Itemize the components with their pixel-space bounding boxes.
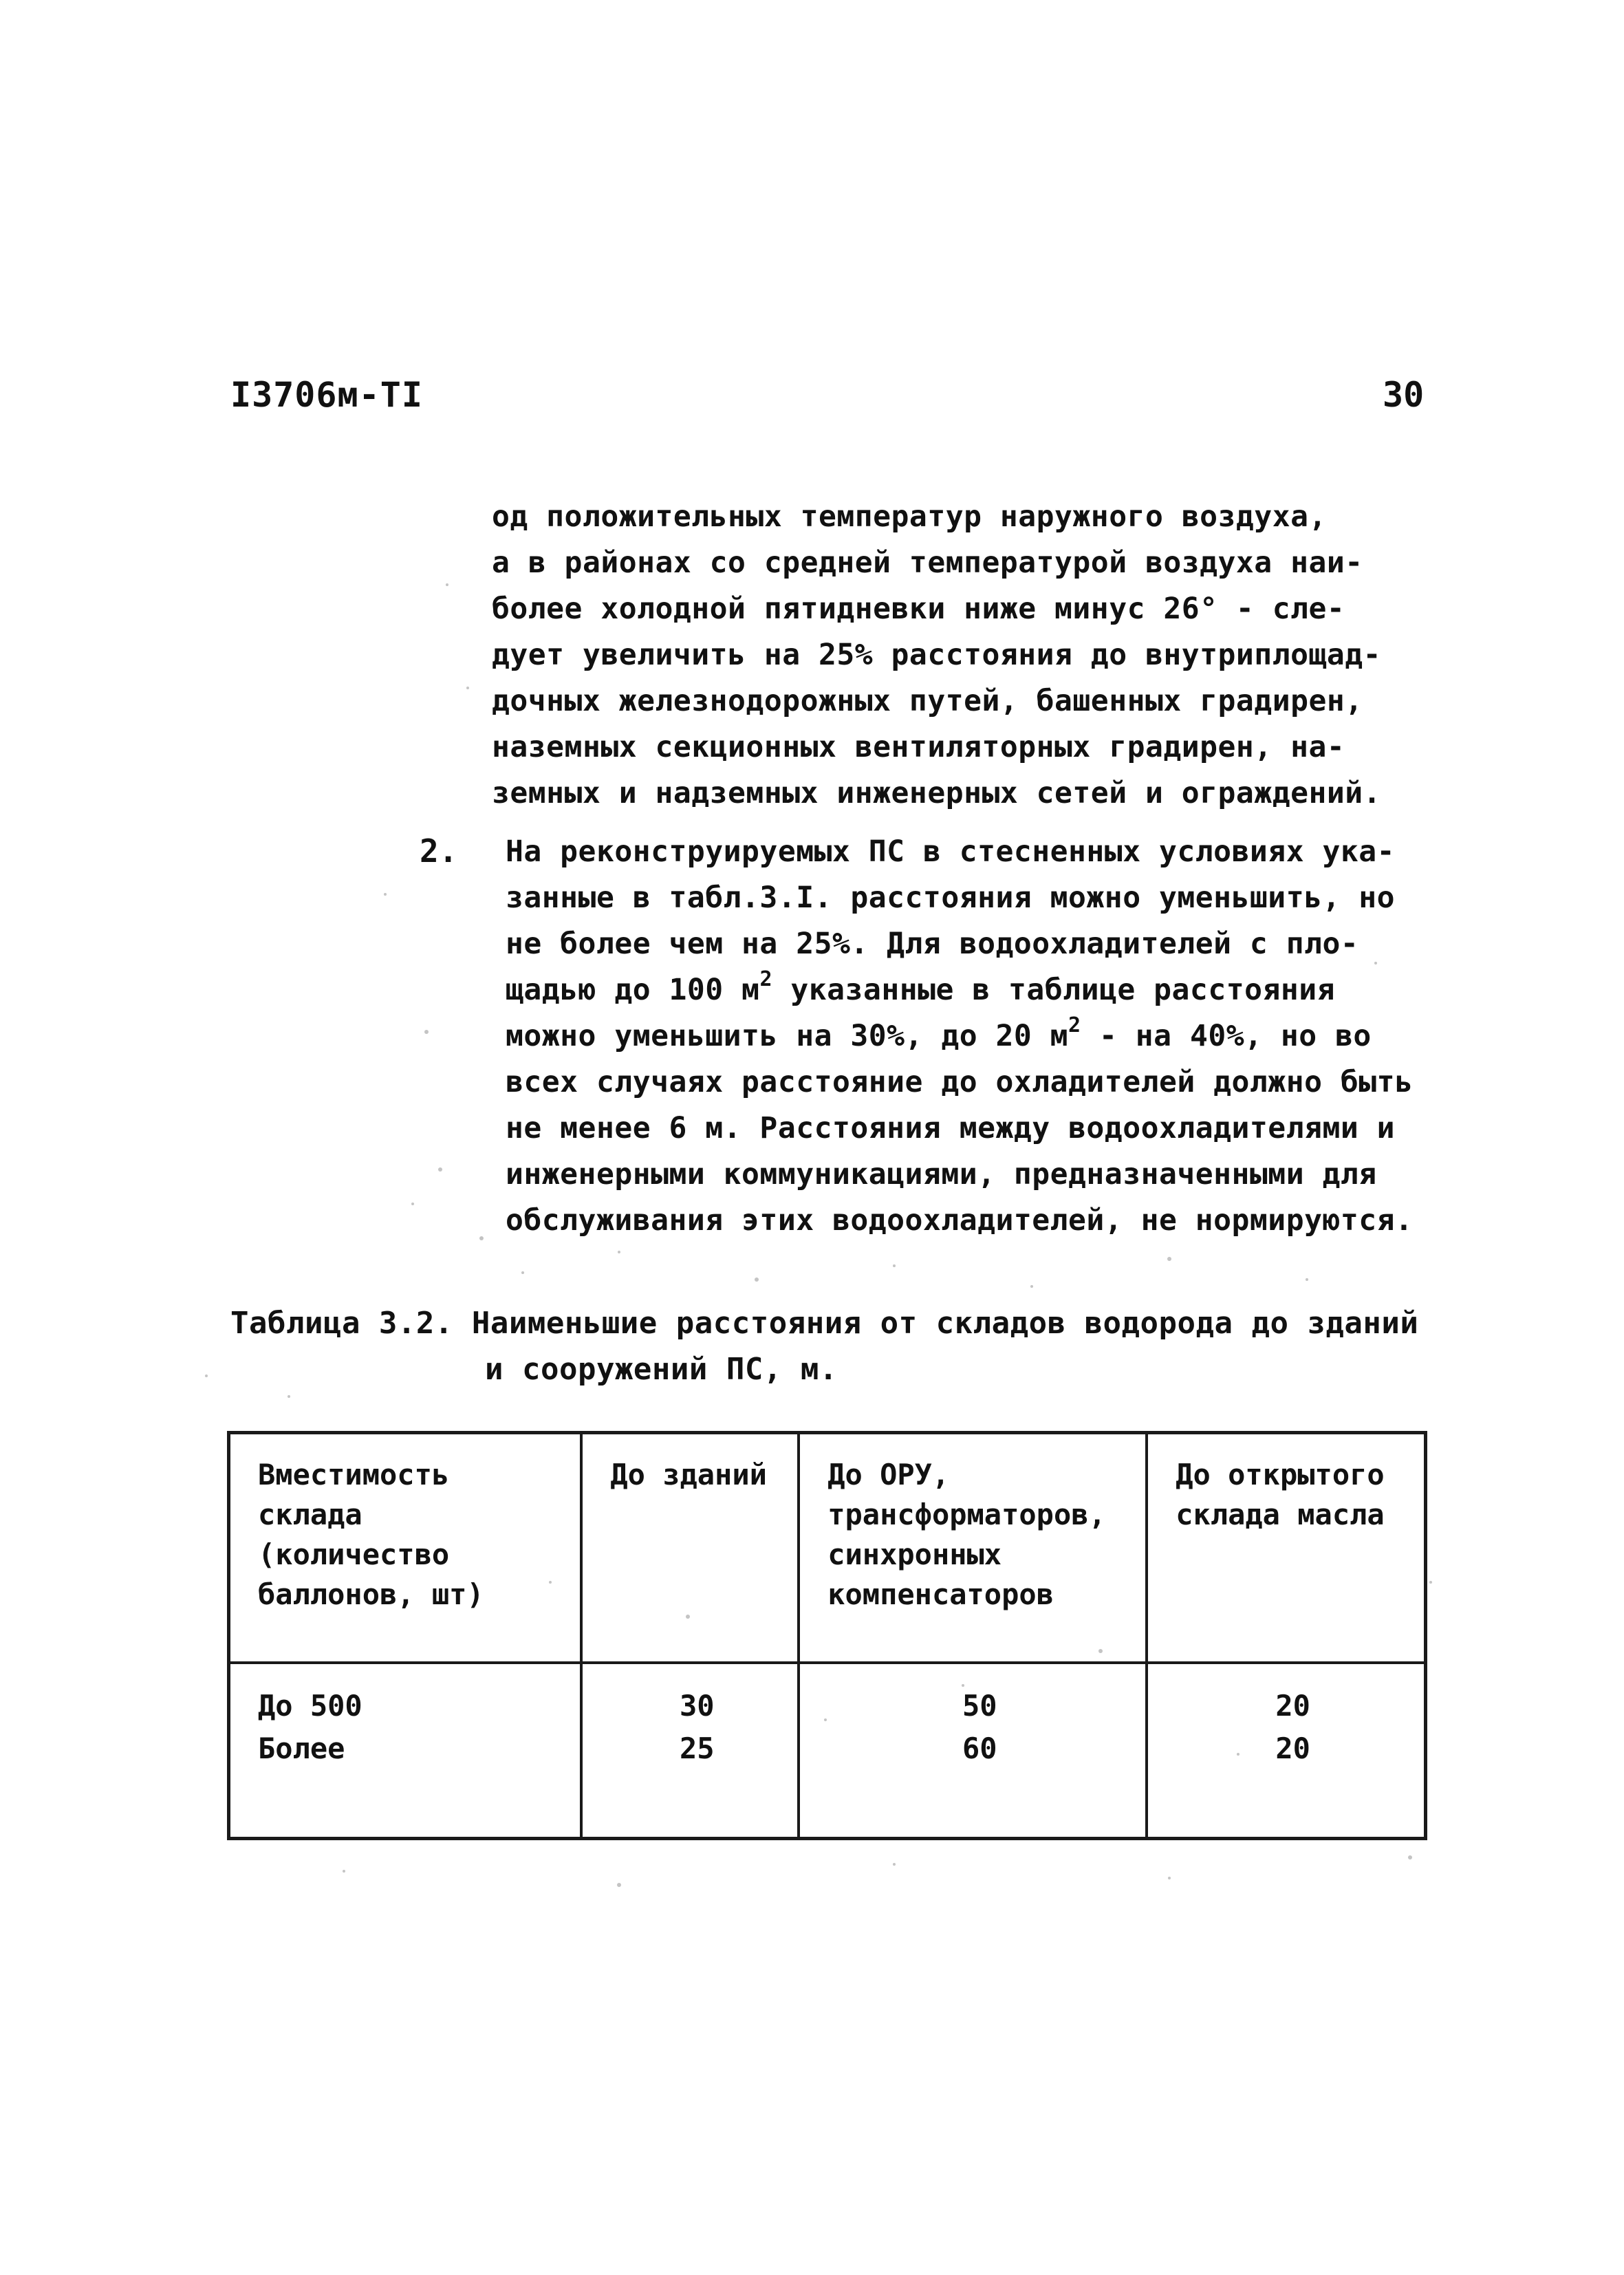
text-line bbox=[506, 1013, 1482, 1059]
table-caption bbox=[230, 1300, 1469, 1392]
line-text: инженерными коммуникациями, предназначенными для bbox=[506, 1157, 1377, 1192]
table-cell bbox=[581, 1663, 799, 1839]
line-text: всех случаях расстояние до охладителей должно быть bbox=[506, 1065, 1414, 1099]
text-line bbox=[506, 921, 1482, 967]
text-line: наземных секционных вентиляторных градирен, на- bbox=[492, 730, 1345, 764]
text-line bbox=[506, 1198, 1482, 1244]
cell-value: 20 bbox=[1275, 1732, 1310, 1765]
text-line: более холодной пятидневки ниже минус 26° - сле- bbox=[492, 592, 1345, 626]
text-line: од положительных температур наружного воздуха, bbox=[492, 499, 1327, 534]
text-line: дочных железнодорожных путей, башенных градирен, bbox=[492, 684, 1363, 718]
item-number: 2. bbox=[420, 832, 458, 870]
line-text: - на 40%, но во bbox=[1081, 1019, 1372, 1053]
line-text: не менее 6 м. Расстояния между водоохладителями и bbox=[506, 1111, 1396, 1145]
table-cell bbox=[1147, 1663, 1425, 1839]
document-code: ІЗ706м-ТІ bbox=[230, 375, 423, 415]
text-line bbox=[506, 875, 1482, 921]
cell-value: 30 bbox=[679, 1689, 715, 1723]
page-number: 30 bbox=[1383, 375, 1425, 415]
header-cell-buildings: До зданий bbox=[581, 1433, 799, 1663]
text-line bbox=[506, 1059, 1482, 1106]
paragraph-1 bbox=[492, 494, 1489, 817]
distance-table bbox=[227, 1431, 1427, 1840]
line-text: указанные в таблице расстояния bbox=[772, 973, 1336, 1007]
text-line bbox=[506, 829, 1482, 875]
text-line: земных и надземных инженерных сетей и ограждений. bbox=[492, 776, 1382, 810]
cell-value: 25 bbox=[679, 1732, 715, 1765]
table-cell bbox=[799, 1663, 1147, 1839]
caption-line: и сооружений ПС, м. bbox=[485, 1352, 838, 1387]
cell-value: Более bbox=[258, 1732, 345, 1765]
paragraph-2 bbox=[506, 829, 1482, 1244]
table-header-row bbox=[229, 1433, 1426, 1663]
table-cell bbox=[229, 1663, 582, 1839]
cell-value: 50 bbox=[962, 1689, 997, 1723]
cell-value: 20 bbox=[1275, 1689, 1310, 1723]
header-cell-switchgear: До ОРУ, трансформаторов, синхронных компенсаторов bbox=[799, 1433, 1147, 1663]
text-line bbox=[506, 967, 1482, 1013]
line-text: не более чем на 25%. Для водоохладителей с пло- bbox=[506, 927, 1359, 961]
superscript: 2 bbox=[1068, 1013, 1081, 1037]
header-cell-capacity: Вместимость склада (количество баллонов, шт) bbox=[229, 1433, 582, 1663]
line-text: обслуживания этих водоохладителей, не нормируются. bbox=[506, 1203, 1414, 1238]
caption-line: Таблица 3.2. Наименьшие расстояния от складов водорода до зданий bbox=[230, 1306, 1419, 1341]
text-line: дует увеличить на 25% расстояния до внутриплощад- bbox=[492, 638, 1382, 672]
line-text: занные в табл.3.I. расстояния можно уменьшить, но bbox=[506, 881, 1396, 915]
header-cell-oil-storage: До открытого склада масла bbox=[1147, 1433, 1425, 1663]
line-text: можно уменьшить на 30%, до 20 м bbox=[506, 1019, 1069, 1053]
text-line: а в районах со средней температурой воздуха наи- bbox=[492, 546, 1363, 580]
line-text: На реконструируемых ПС в стесненных условиях ука- bbox=[506, 834, 1396, 869]
text-line bbox=[506, 1106, 1482, 1152]
text-line bbox=[506, 1152, 1482, 1198]
superscript: 2 bbox=[759, 967, 772, 991]
table-body-row bbox=[229, 1663, 1426, 1839]
cell-value: 60 bbox=[962, 1732, 997, 1765]
cell-value: До 500 bbox=[258, 1689, 362, 1723]
line-text: щадью до 100 м bbox=[506, 973, 760, 1007]
